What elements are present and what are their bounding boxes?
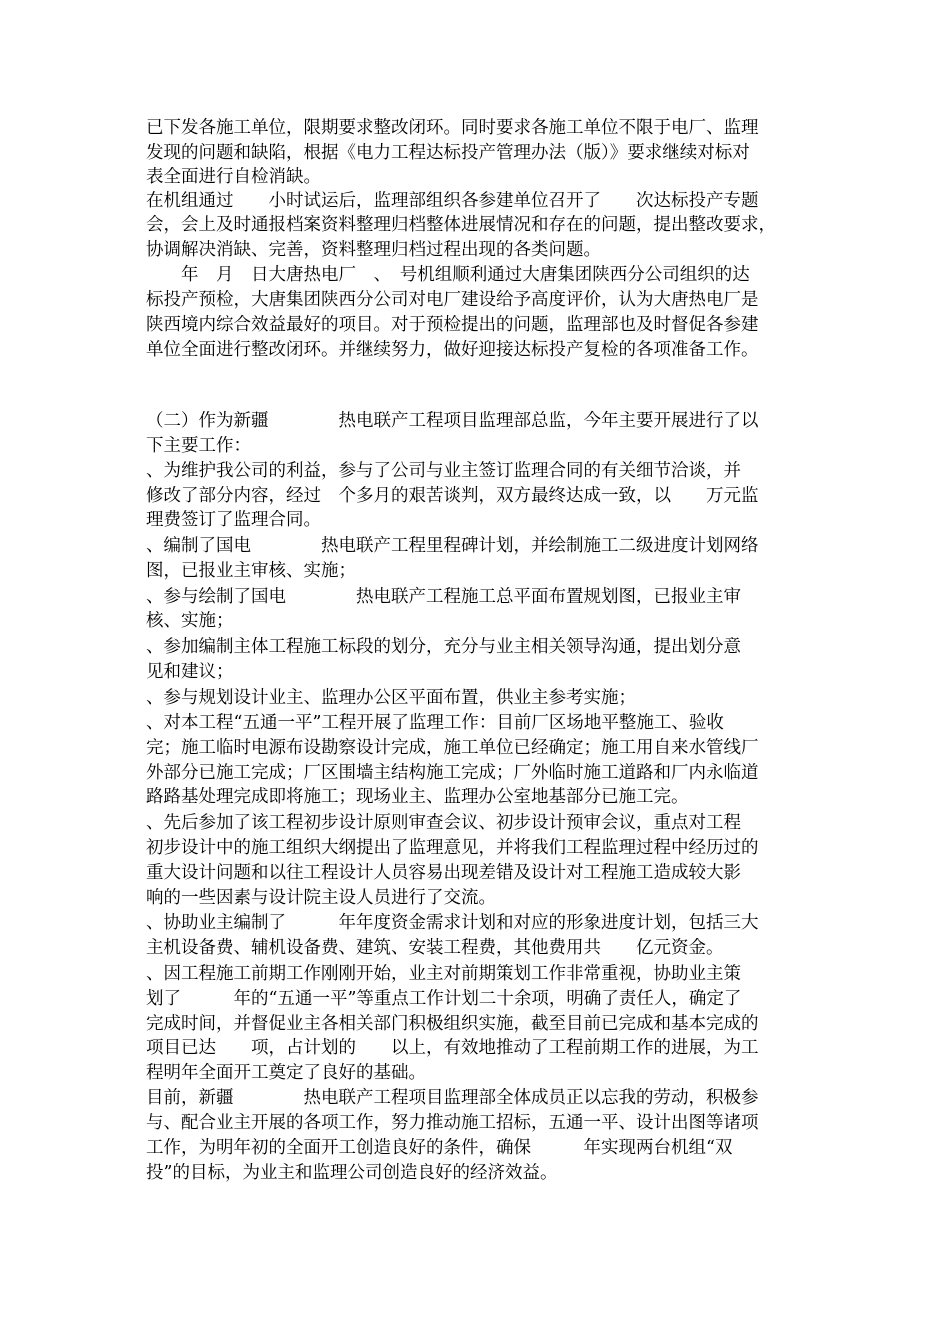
paragraph-line: 标投产预检，大唐集团陕西分公司对电厂建设给予高度评价，认为大唐热电厂是 [146, 290, 759, 310]
paragraph-line: 已下发各施工单位，限期要求整改闭环。同时要求各施工单位不限于电厂、监理 [146, 118, 759, 138]
list-item-line: 、协助业主编制了 年年度资金需求计划和对应的形象进度计划，包括三大 [146, 913, 759, 933]
paragraph-line: 目前，新疆 热电联产工程项目监理部全体成员正以忘我的劳动，积极参 [146, 1088, 759, 1108]
paragraph-line: 在机组通过 小时试运后，监理部组织各参建单位召开了 次达标投产专题 [146, 191, 759, 211]
list-item-line: 项目已达 项，占计划的 以上，有效地推动了工程前期工作的进展，为工 [146, 1038, 759, 1058]
list-item-line: 程明年全面开工奠定了良好的基础。 [146, 1063, 426, 1083]
list-item-line: 路路基处理完成即将施工；现场业主、监理办公室地基部分已施工完。 [146, 787, 689, 807]
list-item-line: 、参与绘制了国电 热电联产工程施工总平面布置规划图，已报业主审 [146, 587, 741, 607]
paragraph-line: 发现的问题和缺陷，根据《电力工程达标投产管理办法（版）》要求继续对标对 [146, 143, 750, 163]
paragraph-line: 陕西境内综合效益最好的项目。对于预检提出的问题，监理部也及时督促各参建 [146, 315, 759, 335]
list-item-line: 初步设计中的施工组织大纲提出了监理意见，并将我们工程监理过程中经历过的 [146, 838, 759, 858]
paragraph-line: 单位全面进行整改闭环。并继续努力，做好迎接达标投产复检的各项准备工作。 [146, 340, 759, 360]
paragraph-line: 与、配合业主开展的各项工作，努力推动施工招标，五通一平、设计出图等诸项 [146, 1113, 759, 1133]
paragraph-line: 会，会上及时通报档案资料整理归档整体进展情况和存在的问题，提出整改要求， [146, 215, 776, 235]
list-item-line: 图，已报业主审核、实施； [146, 561, 356, 581]
list-item-line: 修改了部分内容，经过 个多月的艰苦谈判，双方最终达成一致，以 万元监 [146, 486, 759, 506]
list-item-line: 重大设计问题和以往工程设计人员容易出现差错及设计对工程施工造成较大影 [146, 863, 741, 883]
list-item-line: 理费签订了监理合同。 [146, 510, 321, 530]
list-item-line: 、对本工程“五通一平”工程开展了监理工作：目前厂区场地平整施工、验收 [146, 713, 724, 733]
list-item-line: 、参加编制主体工程施工标段的划分，充分与业主相关领导沟通，提出划分意 [146, 637, 741, 657]
list-item-line: 完成时间，并督促业主各相关部门积极组织实施，截至目前已完成和基本完成的 [146, 1014, 759, 1034]
paragraph-line: 年 月 日大唐热电厂 、 号机组顺利通过大唐集团陕西分公司组织的达 [146, 265, 750, 285]
list-item-line: 、编制了国电 热电联产工程里程碑计划，并绘制施工二级进度计划网络 [146, 536, 759, 556]
list-item-line: 见和建议； [146, 662, 234, 682]
list-item-line: 、因工程施工前期工作刚刚开始，业主对前期策划工作非常重视，协助业主策 [146, 964, 741, 984]
list-item-line: 外部分已施工完成；厂区围墙主结构施工完成；厂外临时施工道路和厂内永临道 [146, 763, 759, 783]
paragraph-line: 表全面进行自检消缺。 [146, 167, 321, 187]
paragraph-line: 下主要工作： [146, 436, 251, 456]
list-item-line: 完；施工临时电源布设勘察设计完成，施工单位已经确定；施工用自来水管线厂 [146, 738, 759, 758]
section-heading: （二）作为新疆 热电联产工程项目监理部总监，今年主要开展进行了以 [146, 411, 759, 431]
paragraph-line: 工作，为明年初的全面开工创造良好的条件，确保 年实现两台机组“双 [146, 1138, 733, 1158]
list-item-line: 、参与规划设计业主、监理办公区平面布置，供业主参考实施； [146, 688, 636, 708]
paragraph-line: 投”的目标，为业主和监理公司创造良好的经济效益。 [146, 1163, 558, 1183]
list-item-line: 主机设备费、辅机设备费、建筑、安装工程费，其他费用共 亿元资金。 [146, 938, 724, 958]
list-item-line: 、为维护我公司的利益，参与了公司与业主签订监理合同的有关细节洽谈，并 [146, 461, 741, 481]
list-item-line: 划了 年的“五通一平”等重点工作计划二十余项，明确了责任人，确定了 [146, 989, 742, 1009]
paragraph-line: 协调解决消缺、完善，资料整理归档过程出现的各类问题。 [146, 240, 601, 260]
list-item-line: 核、实施； [146, 611, 234, 631]
list-item-line: 、先后参加了该工程初步设计原则审查会议、初步设计预审会议，重点对工程 [146, 813, 741, 833]
list-item-line: 响的一些因素与设计院主设人员进行了交流。 [146, 888, 496, 908]
